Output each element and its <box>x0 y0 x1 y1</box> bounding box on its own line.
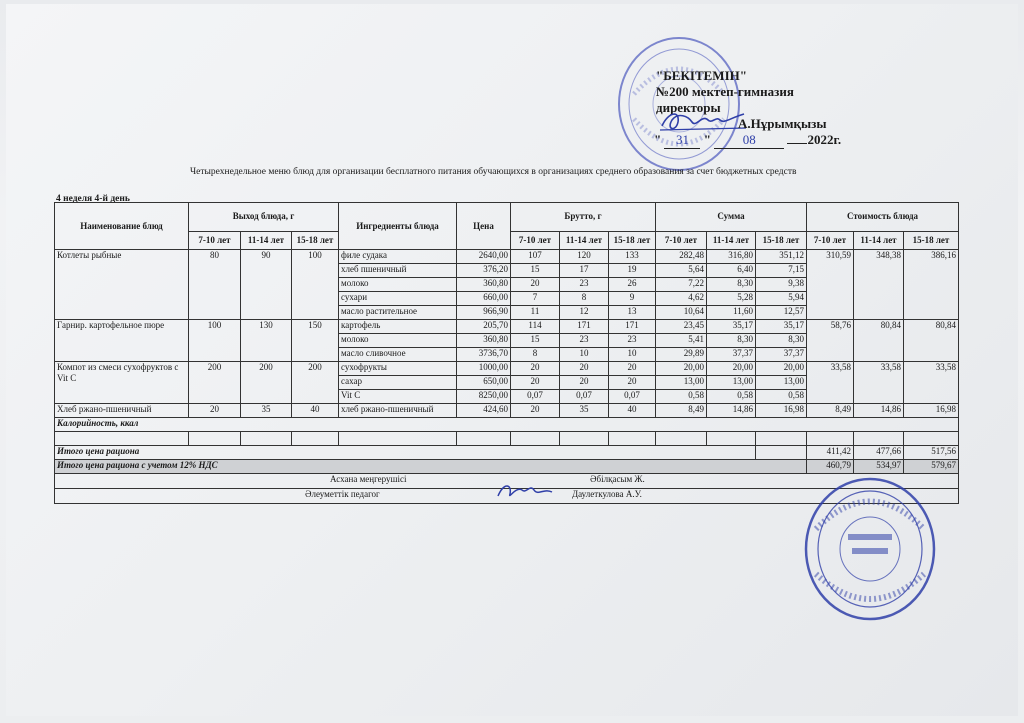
approval-signer: А.Нұрымқызы <box>738 116 827 131</box>
gross: 9 <box>609 292 656 306</box>
staff-row <box>55 474 959 489</box>
gross: 20 <box>560 362 609 376</box>
approval-position: директоры <box>656 100 721 115</box>
sum: 8,49 <box>656 404 707 418</box>
dish-cost: 58,76 <box>807 320 854 362</box>
gross: 20 <box>609 376 656 390</box>
sum: 14,86 <box>707 404 756 418</box>
sum: 5,41 <box>656 334 707 348</box>
price: 3736,70 <box>457 348 511 362</box>
staff-name: Әбілқасым Ж. <box>590 474 645 484</box>
sum: 5,64 <box>656 264 707 278</box>
sum: 7,15 <box>756 264 807 278</box>
staff-role: Асхана меңгерушісі <box>330 474 407 484</box>
ingredient: молоко <box>339 278 457 292</box>
header-price: Цена <box>457 203 511 250</box>
gross: 20 <box>511 376 560 390</box>
sum: 0,58 <box>756 390 807 404</box>
sum: 10,64 <box>656 306 707 320</box>
table-row <box>55 250 959 264</box>
gross: 10 <box>609 348 656 362</box>
sum: 8,30 <box>756 334 807 348</box>
sum: 0,58 <box>707 390 756 404</box>
gross: 13 <box>609 306 656 320</box>
dish-yield: 130 <box>241 320 292 362</box>
approval-block <box>656 68 856 149</box>
calories-row <box>55 418 959 432</box>
sum: 282,48 <box>656 250 707 264</box>
gross: 15 <box>511 334 560 348</box>
header-yield: Выход блюда, г <box>189 203 339 232</box>
price: 660,00 <box>457 292 511 306</box>
table-row <box>55 320 959 334</box>
ingredient: сухофрукты <box>339 362 457 376</box>
table-row <box>55 362 959 376</box>
header-age: 11-14 лет <box>707 231 756 249</box>
sum: 20,00 <box>707 362 756 376</box>
dish-cost: 310,59 <box>807 250 854 320</box>
sum: 23,45 <box>656 320 707 334</box>
gross: 40 <box>609 404 656 418</box>
gross: 20 <box>609 362 656 376</box>
dish-name: Компот из смеси сухофруктов с Vit C <box>55 362 189 404</box>
sum: 13,00 <box>756 376 807 390</box>
gross: 20 <box>511 404 560 418</box>
header-age: 15-18 лет <box>756 231 807 249</box>
total-vat-value: 534,97 <box>854 460 904 474</box>
header-age: 15-18 лет <box>609 231 656 249</box>
sum: 13,00 <box>656 376 707 390</box>
approval-school: №200 мектеп-гимназия <box>656 84 794 99</box>
header-gross: Брутто, г <box>511 203 656 232</box>
gross: 7 <box>511 292 560 306</box>
gross: 12 <box>560 306 609 320</box>
header-age: 7-10 лет <box>807 231 854 249</box>
gross: 0,07 <box>511 390 560 404</box>
sum: 8,30 <box>707 334 756 348</box>
gross: 20 <box>511 278 560 292</box>
dish-yield: 200 <box>189 362 241 404</box>
total-vat-label: Итого цена рациона с учетом 12% НДС <box>55 460 807 474</box>
price: 360,80 <box>457 334 511 348</box>
sum: 29,89 <box>656 348 707 362</box>
gross: 19 <box>609 264 656 278</box>
gross: 114 <box>511 320 560 334</box>
sum: 13,00 <box>707 376 756 390</box>
price: 360,80 <box>457 278 511 292</box>
dish-yield: 200 <box>292 362 339 404</box>
dish-cost: 348,38 <box>854 250 904 320</box>
ingredient: сахар <box>339 376 457 390</box>
document-title: Четырехнедельное меню блюд для организации бесплатного питания обучающихся в организациях среднего образования за счет бюджетных средств <box>190 167 797 177</box>
total-vat-value: 460,79 <box>807 460 854 474</box>
gross: 15 <box>511 264 560 278</box>
dish-cost: 33,58 <box>807 362 854 404</box>
dish-yield: 100 <box>189 320 241 362</box>
price: 205,70 <box>457 320 511 334</box>
sum: 7,22 <box>656 278 707 292</box>
ingredient: хлеб ржано-пшеничный <box>339 404 457 418</box>
dish-cost: 80,84 <box>904 320 959 362</box>
gross: 20 <box>511 362 560 376</box>
header-age: 11-14 лет <box>854 231 904 249</box>
header-age: 11-14 лет <box>241 231 292 249</box>
header-dish: Наименование блюд <box>55 203 189 250</box>
menu-table <box>54 202 959 504</box>
sum: 8,30 <box>707 278 756 292</box>
table-row <box>55 404 959 418</box>
gross: 120 <box>560 250 609 264</box>
price: 376,20 <box>457 264 511 278</box>
ingredient: хлеб пшеничный <box>339 264 457 278</box>
total-value: 411,42 <box>807 446 854 460</box>
gross: 11 <box>511 306 560 320</box>
header-age: 15-18 лет <box>904 231 959 249</box>
gross: 0,07 <box>560 390 609 404</box>
ingredient: картофель <box>339 320 457 334</box>
week-day-label: 4 неделя 4-й день <box>56 194 130 204</box>
gross: 23 <box>560 334 609 348</box>
header-age: 11-14 лет <box>560 231 609 249</box>
gross: 10 <box>560 348 609 362</box>
dish-yield: 100 <box>292 250 339 320</box>
gross: 0,07 <box>609 390 656 404</box>
dish-yield: 20 <box>189 404 241 418</box>
ingredient: масло растительное <box>339 306 457 320</box>
header-age: 7-10 лет <box>189 231 241 249</box>
dish-cost: 8,49 <box>807 404 854 418</box>
sum: 20,00 <box>656 362 707 376</box>
price: 650,00 <box>457 376 511 390</box>
dish-yield: 40 <box>292 404 339 418</box>
header-age: 15-18 лет <box>292 231 339 249</box>
price: 424,60 <box>457 404 511 418</box>
dish-yield: 150 <box>292 320 339 362</box>
approval-date-month: 08 <box>714 132 784 149</box>
total-label: Итого цена рациона <box>55 446 756 460</box>
price: 8250,00 <box>457 390 511 404</box>
sum: 351,12 <box>756 250 807 264</box>
approval-date-day: 31 <box>664 132 700 149</box>
total-vat-row <box>55 460 959 474</box>
staff-row <box>55 489 959 504</box>
dish-yield: 80 <box>189 250 241 320</box>
document-page <box>6 4 1018 716</box>
dish-yield: 200 <box>241 362 292 404</box>
gross: 20 <box>560 376 609 390</box>
calories-label: Калорийность, ккал <box>55 418 959 432</box>
sum: 37,37 <box>707 348 756 362</box>
gross: 23 <box>609 334 656 348</box>
sum: 35,17 <box>707 320 756 334</box>
gross: 171 <box>560 320 609 334</box>
sum: 37,37 <box>756 348 807 362</box>
sum: 6,40 <box>707 264 756 278</box>
sum: 0,58 <box>656 390 707 404</box>
dish-name: Хлеб ржано-пшеничный <box>55 404 189 418</box>
dish-cost: 14,86 <box>854 404 904 418</box>
sum: 316,80 <box>707 250 756 264</box>
dish-name: Гарнир. картофельное пюре <box>55 320 189 362</box>
dish-yield: 90 <box>241 250 292 320</box>
sum: 5,28 <box>707 292 756 306</box>
total-value: 477,66 <box>854 446 904 460</box>
sum: 11,60 <box>707 306 756 320</box>
gross: 133 <box>609 250 656 264</box>
price: 966,90 <box>457 306 511 320</box>
approval-date: " 31 " 08 2022г. <box>654 132 842 147</box>
header-age: 7-10 лет <box>656 231 707 249</box>
dish-cost: 16,98 <box>904 404 959 418</box>
gross: 17 <box>560 264 609 278</box>
price: 1000,00 <box>457 362 511 376</box>
total-vat-value: 579,67 <box>904 460 959 474</box>
sum: 35,17 <box>756 320 807 334</box>
gross: 23 <box>560 278 609 292</box>
total-value: 517,56 <box>904 446 959 460</box>
gross: 8 <box>511 348 560 362</box>
sum: 4,62 <box>656 292 707 306</box>
header-sum: Сумма <box>656 203 807 232</box>
blank-row <box>55 432 959 446</box>
approval-heading: "БЕКІТЕМІН" <box>656 68 747 83</box>
dish-name: Котлеты рыбные <box>55 250 189 320</box>
dish-yield: 35 <box>241 404 292 418</box>
dish-cost: 80,84 <box>854 320 904 362</box>
sum: 5,94 <box>756 292 807 306</box>
total-row <box>55 446 959 460</box>
dish-cost: 33,58 <box>904 362 959 404</box>
sum: 9,38 <box>756 278 807 292</box>
sum: 12,57 <box>756 306 807 320</box>
dish-cost: 386,16 <box>904 250 959 320</box>
header-cost: Стоимость блюда <box>807 203 959 232</box>
gross: 26 <box>609 278 656 292</box>
ingredient: молоко <box>339 334 457 348</box>
staff-name: Даулеткулова А.У. <box>572 489 642 499</box>
ingredient: Vit C <box>339 390 457 404</box>
ingredient: сухари <box>339 292 457 306</box>
gross: 107 <box>511 250 560 264</box>
gross: 35 <box>560 404 609 418</box>
ingredient: филе судака <box>339 250 457 264</box>
dish-cost: 33,58 <box>854 362 904 404</box>
price: 2640,00 <box>457 250 511 264</box>
sum: 16,98 <box>756 404 807 418</box>
gross: 8 <box>560 292 609 306</box>
staff-role: Әлеуметтік педагог <box>305 489 380 499</box>
sum: 20,00 <box>756 362 807 376</box>
header-ingredients: Ингредиенты блюда <box>339 203 457 250</box>
header-age: 7-10 лет <box>511 231 560 249</box>
approval-date-year: 2022г. <box>807 132 842 147</box>
ingredient: масло сливочное <box>339 348 457 362</box>
gross: 171 <box>609 320 656 334</box>
